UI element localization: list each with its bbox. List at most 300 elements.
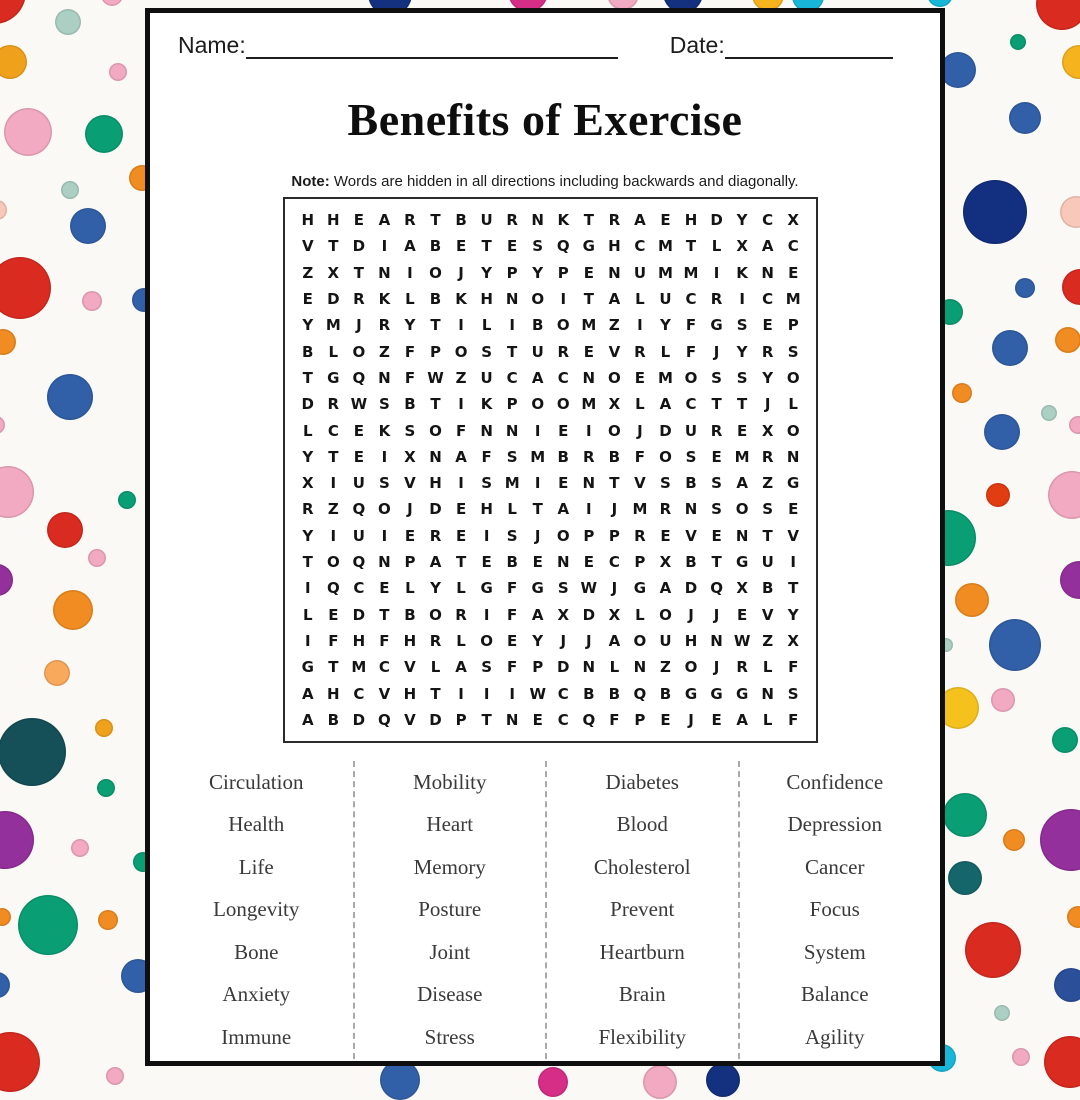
word-item: Heartburn bbox=[599, 939, 685, 964]
grid-letter: P bbox=[506, 395, 518, 414]
grid-letter: I bbox=[381, 237, 388, 256]
grid-letter: X bbox=[787, 211, 799, 230]
grid-letter: R bbox=[557, 342, 570, 361]
grid-letter: J bbox=[713, 342, 720, 361]
word-item: Balance bbox=[800, 982, 869, 1007]
grid-letter: F bbox=[481, 447, 492, 466]
grid-letter: X bbox=[404, 447, 416, 466]
grid-letter: E bbox=[558, 474, 569, 493]
word-item: Agility bbox=[804, 1024, 865, 1049]
grid-letter: S bbox=[379, 395, 390, 414]
grid-letter: J bbox=[764, 395, 771, 414]
grid-letter: J bbox=[560, 631, 567, 650]
grid-letter: V bbox=[761, 605, 774, 624]
grid-letter: J bbox=[534, 526, 541, 545]
grid-letter: B bbox=[685, 553, 697, 572]
grid-letter: R bbox=[455, 605, 467, 624]
grid-letter: H bbox=[429, 474, 442, 493]
grid-letter: S bbox=[481, 658, 493, 677]
grid-letter: E bbox=[660, 710, 671, 729]
background-dot bbox=[963, 180, 1027, 244]
grid-letter: C bbox=[685, 290, 697, 309]
grid-letter: I bbox=[534, 474, 541, 493]
background-dot bbox=[1003, 829, 1025, 851]
word-item: Health bbox=[228, 812, 285, 837]
grid-letter: T bbox=[481, 710, 492, 729]
background-dot bbox=[18, 895, 78, 955]
grid-letter: D bbox=[557, 658, 570, 677]
grid-letter: O bbox=[454, 342, 468, 361]
background-dot bbox=[70, 208, 106, 244]
grid-letter: F bbox=[507, 579, 518, 598]
grid-letter: M bbox=[325, 316, 341, 335]
grid-letter: R bbox=[710, 421, 723, 440]
grid-letter: R bbox=[301, 500, 314, 519]
grid-letter: Y bbox=[736, 211, 748, 230]
grid-letter: E bbox=[379, 579, 390, 598]
grid-letter: I bbox=[790, 553, 796, 572]
grid-letter: O bbox=[607, 368, 621, 387]
grid-letter: C bbox=[762, 211, 774, 230]
background-dot bbox=[0, 466, 34, 518]
background-dot bbox=[0, 718, 66, 786]
grid-letter: U bbox=[480, 211, 493, 230]
grid-letter: F bbox=[507, 605, 518, 624]
grid-letter: M bbox=[581, 395, 597, 414]
grid-letter: N bbox=[608, 263, 621, 282]
grid-letter: Y bbox=[532, 631, 544, 650]
grid-letter: B bbox=[531, 316, 544, 335]
grid-letter: P bbox=[430, 342, 442, 361]
grid-letter: M bbox=[734, 447, 750, 466]
background-dot bbox=[1069, 416, 1080, 434]
grid-letter: N bbox=[480, 421, 493, 440]
grid-letter: S bbox=[736, 368, 748, 387]
grid-letter: E bbox=[353, 447, 364, 466]
grid-letter: J bbox=[356, 316, 362, 335]
grid-letter: C bbox=[327, 421, 339, 440]
grid-letter: S bbox=[557, 579, 569, 598]
grid-letter: D bbox=[327, 290, 340, 309]
grid-letter: Z bbox=[608, 316, 620, 335]
background-dot bbox=[109, 63, 127, 81]
grid-letter: S bbox=[762, 500, 774, 519]
background-dot bbox=[1060, 561, 1080, 599]
grid-letter: I bbox=[560, 290, 567, 309]
grid-letter: S bbox=[711, 474, 722, 493]
grid-letter: F bbox=[609, 710, 620, 729]
grid-letter: Y bbox=[430, 579, 441, 598]
grid-letter: A bbox=[301, 710, 314, 729]
grid-letter: I bbox=[458, 395, 464, 414]
grid-letter: I bbox=[330, 526, 337, 545]
grid-letter: I bbox=[483, 526, 490, 545]
grid-letter: H bbox=[480, 290, 493, 309]
grid-letter: F bbox=[328, 631, 339, 650]
grid-letter: Y bbox=[532, 263, 544, 282]
word-item: Posture bbox=[418, 897, 482, 922]
grid-letter: A bbox=[608, 631, 621, 650]
grid-letter: J bbox=[688, 710, 694, 729]
grid-letter: O bbox=[480, 631, 493, 650]
grid-letter: P bbox=[455, 710, 467, 729]
grid-letter: N bbox=[531, 211, 544, 230]
grid-letter: M bbox=[683, 263, 699, 282]
grid-letter: F bbox=[685, 342, 697, 361]
grid-letter: E bbox=[507, 237, 518, 256]
word-item: Stress bbox=[424, 1024, 475, 1049]
grid-letter: B bbox=[429, 237, 442, 256]
grid-letter: Z bbox=[762, 474, 774, 493]
grid-letter: L bbox=[405, 290, 415, 309]
background-dot bbox=[991, 688, 1015, 712]
grid-letter: U bbox=[659, 290, 672, 309]
grid-letter: N bbox=[582, 368, 596, 387]
background-dot bbox=[1054, 968, 1080, 1002]
background-dot bbox=[1060, 196, 1080, 228]
grid-letter: K bbox=[557, 211, 570, 230]
grid-letter: S bbox=[711, 368, 722, 387]
grid-letter: X bbox=[659, 553, 672, 572]
grid-letter: C bbox=[353, 579, 365, 598]
grid-letter: L bbox=[456, 631, 466, 650]
grid-letter: R bbox=[634, 342, 646, 361]
grid-letter: F bbox=[404, 368, 416, 387]
grid-letter: S bbox=[404, 421, 416, 440]
grid-letter: T bbox=[455, 553, 467, 572]
grid-letter: K bbox=[480, 395, 493, 414]
grid-letter: J bbox=[713, 605, 720, 624]
grid-letter: S bbox=[660, 474, 671, 493]
grid-letter: Y bbox=[302, 526, 314, 545]
grid-letter: E bbox=[558, 421, 569, 440]
grid-letter: Y bbox=[762, 368, 774, 387]
grid-letter: L bbox=[711, 237, 722, 256]
grid-letter: E bbox=[660, 211, 671, 230]
background-dot bbox=[1012, 1048, 1030, 1066]
grid-letter: P bbox=[634, 710, 646, 729]
grid-letter: Y bbox=[481, 263, 493, 282]
grid-letter: X bbox=[557, 605, 570, 624]
grid-letter: O bbox=[633, 631, 647, 650]
grid-letter: O bbox=[556, 316, 570, 335]
grid-letter: I bbox=[407, 263, 413, 282]
grid-letter: E bbox=[328, 605, 339, 624]
background-dot bbox=[1041, 405, 1057, 421]
grid-letter: O bbox=[352, 342, 366, 361]
grid-letter: B bbox=[404, 395, 416, 414]
grid-letter: A bbox=[557, 500, 570, 519]
grid-letter: R bbox=[429, 631, 442, 650]
grid-letter: F bbox=[634, 447, 646, 466]
grid-letter: N bbox=[582, 658, 596, 677]
grid-letter: L bbox=[507, 500, 517, 519]
word-item: Prevent bbox=[610, 897, 675, 922]
grid-letter: I bbox=[586, 500, 592, 519]
grid-letter: O bbox=[556, 526, 570, 545]
grid-letter: R bbox=[583, 447, 595, 466]
grid-letter: M bbox=[657, 368, 673, 387]
grid-letter: R bbox=[404, 211, 416, 230]
grid-letter: J bbox=[458, 263, 464, 282]
background-dot bbox=[0, 811, 34, 869]
grid-letter: X bbox=[608, 395, 621, 414]
background-dot bbox=[984, 414, 1020, 450]
grid-letter: E bbox=[583, 553, 594, 572]
grid-letter: G bbox=[582, 237, 595, 256]
background-dot bbox=[940, 52, 976, 88]
grid-letter: H bbox=[480, 500, 493, 519]
grid-letter: W bbox=[580, 579, 598, 598]
grid-letter: W bbox=[350, 395, 368, 414]
grid-letter: T bbox=[302, 368, 313, 387]
background-dot bbox=[989, 619, 1041, 671]
grid-letter: A bbox=[404, 237, 416, 256]
grid-letter: E bbox=[788, 500, 799, 519]
grid-letter: O bbox=[684, 368, 698, 387]
background-dot bbox=[0, 0, 26, 24]
background-dot bbox=[380, 1060, 420, 1100]
grid-letter: C bbox=[506, 368, 518, 387]
background-dot bbox=[4, 108, 52, 156]
grid-letter: I bbox=[304, 579, 311, 598]
grid-letter: N bbox=[761, 263, 774, 282]
background-dot bbox=[927, 0, 953, 7]
background-dot bbox=[47, 512, 83, 548]
grid-letter: E bbox=[788, 263, 799, 282]
grid-letter: L bbox=[481, 316, 492, 335]
grid-letter: T bbox=[430, 316, 441, 335]
letter-grid bbox=[283, 197, 818, 743]
grid-letter: H bbox=[403, 631, 417, 650]
grid-letter: E bbox=[507, 631, 518, 650]
grid-letter: C bbox=[762, 290, 774, 309]
grid-letter: N bbox=[582, 474, 596, 493]
grid-letter: T bbox=[328, 658, 339, 677]
grid-letter: M bbox=[632, 500, 648, 519]
background-dot bbox=[1009, 102, 1041, 134]
grid-letter: O bbox=[429, 605, 442, 624]
background-dot bbox=[88, 549, 106, 567]
background-dot bbox=[0, 329, 16, 355]
grid-letter: L bbox=[762, 710, 773, 729]
grid-letter: E bbox=[302, 290, 313, 309]
grid-letter: S bbox=[787, 342, 799, 361]
background-dot bbox=[55, 9, 81, 35]
grid-letter: G bbox=[710, 684, 723, 703]
grid-letter: B bbox=[583, 684, 595, 703]
grid-letter: E bbox=[711, 710, 722, 729]
word-item: Anxiety bbox=[222, 982, 291, 1007]
grid-letter: E bbox=[736, 421, 748, 440]
grid-letter: B bbox=[761, 579, 774, 598]
grid-letter: I bbox=[330, 474, 337, 493]
background-dot bbox=[101, 0, 123, 6]
grid-letter: Q bbox=[352, 553, 366, 572]
grid-letter: L bbox=[456, 579, 466, 598]
grid-letter: N bbox=[633, 658, 647, 677]
grid-letter: G bbox=[684, 684, 698, 703]
grid-letter: C bbox=[787, 237, 799, 256]
background-dot bbox=[1036, 0, 1080, 30]
background-dot bbox=[95, 719, 113, 737]
grid-letter: U bbox=[684, 421, 698, 440]
word-item: Memory bbox=[413, 854, 486, 879]
grid-letter: Y bbox=[302, 316, 314, 335]
word-item: Circulation bbox=[209, 769, 304, 794]
grid-letter: G bbox=[633, 579, 647, 598]
grid-letter: Z bbox=[455, 368, 467, 387]
grid-letter: M bbox=[657, 263, 673, 282]
grid-letter: N bbox=[786, 447, 800, 466]
word-item: Blood bbox=[616, 812, 668, 837]
grid-letter: H bbox=[301, 211, 315, 230]
word-list-column bbox=[738, 761, 931, 1059]
background-dot bbox=[0, 45, 27, 79]
word-list-column bbox=[160, 761, 353, 1059]
grid-letter: B bbox=[608, 684, 621, 703]
background-dot bbox=[943, 793, 987, 837]
word-item: Joint bbox=[429, 939, 471, 964]
name-line bbox=[246, 33, 618, 59]
background-dot bbox=[1067, 906, 1080, 928]
grid-letter: T bbox=[583, 211, 594, 230]
grid-letter: O bbox=[684, 658, 698, 677]
word-list bbox=[160, 761, 930, 1059]
grid-letter: J bbox=[688, 605, 694, 624]
grid-letter: S bbox=[711, 500, 722, 519]
grid-letter: V bbox=[685, 526, 697, 545]
grid-letter: N bbox=[505, 710, 519, 729]
grid-letter: M bbox=[657, 237, 673, 256]
background-dot bbox=[986, 483, 1010, 507]
grid-letter: O bbox=[607, 421, 621, 440]
grid-letter: X bbox=[736, 237, 748, 256]
header bbox=[178, 31, 898, 59]
grid-letter: P bbox=[787, 316, 799, 335]
grid-letter: B bbox=[608, 447, 621, 466]
background-dot bbox=[61, 181, 79, 199]
grid-letter: A bbox=[531, 605, 544, 624]
grid-letter: A bbox=[455, 658, 467, 677]
grid-letter: W bbox=[427, 368, 444, 387]
grid-letter: U bbox=[659, 631, 672, 650]
grid-letter: E bbox=[481, 553, 492, 572]
grid-letter: X bbox=[608, 605, 621, 624]
note-text: Words are hidden in all directions including backwards and diagonally. bbox=[329, 173, 799, 190]
grid-letter: Z bbox=[660, 658, 671, 677]
background-dot bbox=[952, 383, 972, 403]
grid-letter: P bbox=[557, 263, 569, 282]
grid-letter: L bbox=[328, 342, 339, 361]
grid-letter: D bbox=[710, 211, 723, 230]
grid-letter: A bbox=[659, 579, 672, 598]
grid-letter: U bbox=[761, 553, 774, 572]
grid-letter: B bbox=[557, 447, 569, 466]
grid-letter: N bbox=[505, 421, 519, 440]
grid-letter: S bbox=[685, 447, 697, 466]
grid-letter: S bbox=[481, 474, 493, 493]
grid-letter: T bbox=[685, 237, 697, 256]
grid-letter: M bbox=[351, 658, 367, 677]
grid-letter: Q bbox=[710, 579, 723, 598]
note bbox=[150, 173, 940, 190]
grid-letter: V bbox=[301, 237, 314, 256]
background-dot bbox=[106, 1067, 124, 1085]
grid-letter: J bbox=[586, 631, 592, 650]
page-title: Benefits of Exercise bbox=[347, 94, 743, 145]
grid-letter: T bbox=[532, 500, 543, 519]
grid-letter: H bbox=[327, 211, 340, 230]
grid-letter: E bbox=[583, 342, 594, 361]
grid-letter: S bbox=[736, 316, 748, 335]
grid-letter: O bbox=[326, 553, 340, 572]
grid-letter: L bbox=[660, 342, 671, 361]
grid-letter: G bbox=[787, 474, 800, 493]
grid-letter: M bbox=[530, 447, 546, 466]
grid-letter: Y bbox=[787, 605, 799, 624]
grid-letter: T bbox=[711, 395, 722, 414]
grid-letter: U bbox=[352, 474, 365, 493]
grid-letter: A bbox=[455, 447, 467, 466]
date-label: Date: bbox=[669, 32, 725, 58]
grid-letter: R bbox=[429, 526, 442, 545]
grid-letter: U bbox=[480, 368, 493, 387]
word-item: Brain bbox=[618, 982, 666, 1007]
grid-letter: E bbox=[711, 447, 722, 466]
background-dot bbox=[71, 839, 89, 857]
grid-letter: N bbox=[556, 553, 570, 572]
grid-letter: A bbox=[761, 237, 774, 256]
word-item: Focus bbox=[809, 897, 860, 922]
grid-letter: L bbox=[762, 658, 773, 677]
background-dot bbox=[118, 491, 136, 509]
grid-letter: G bbox=[735, 553, 749, 572]
background-dot bbox=[82, 291, 102, 311]
grid-letter: V bbox=[404, 710, 416, 729]
grid-letter: Q bbox=[633, 684, 647, 703]
grid-letter: I bbox=[304, 631, 311, 650]
grid-letter: Y bbox=[736, 342, 748, 361]
grid-letter: R bbox=[761, 447, 774, 466]
grid-letter: C bbox=[557, 684, 569, 703]
grid-letter: I bbox=[509, 316, 515, 335]
grid-letter: R bbox=[761, 342, 774, 361]
grid-letter: A bbox=[301, 684, 314, 703]
grid-letter: O bbox=[786, 368, 800, 387]
grid-letter: A bbox=[429, 553, 442, 572]
grid-letter: B bbox=[455, 211, 467, 230]
grid-letter: X bbox=[736, 579, 748, 598]
grid-letter: U bbox=[633, 263, 646, 282]
grid-letter: B bbox=[429, 290, 442, 309]
grid-letter: I bbox=[458, 474, 464, 493]
grid-letter: Q bbox=[556, 237, 570, 256]
grid-letter: T bbox=[762, 526, 773, 545]
grid-letter: N bbox=[505, 290, 519, 309]
grid-letter: N bbox=[761, 684, 774, 703]
grid-letter: M bbox=[581, 316, 597, 335]
grid-letter: O bbox=[378, 500, 391, 519]
grid-letter: Z bbox=[378, 342, 390, 361]
word-item: Disease bbox=[417, 982, 483, 1007]
grid-letter: J bbox=[713, 658, 720, 677]
grid-letter: Z bbox=[302, 263, 314, 282]
background-dot bbox=[47, 374, 93, 420]
grid-letter: G bbox=[480, 579, 493, 598]
grid-letter: L bbox=[788, 395, 798, 414]
grid-letter: B bbox=[404, 605, 416, 624]
